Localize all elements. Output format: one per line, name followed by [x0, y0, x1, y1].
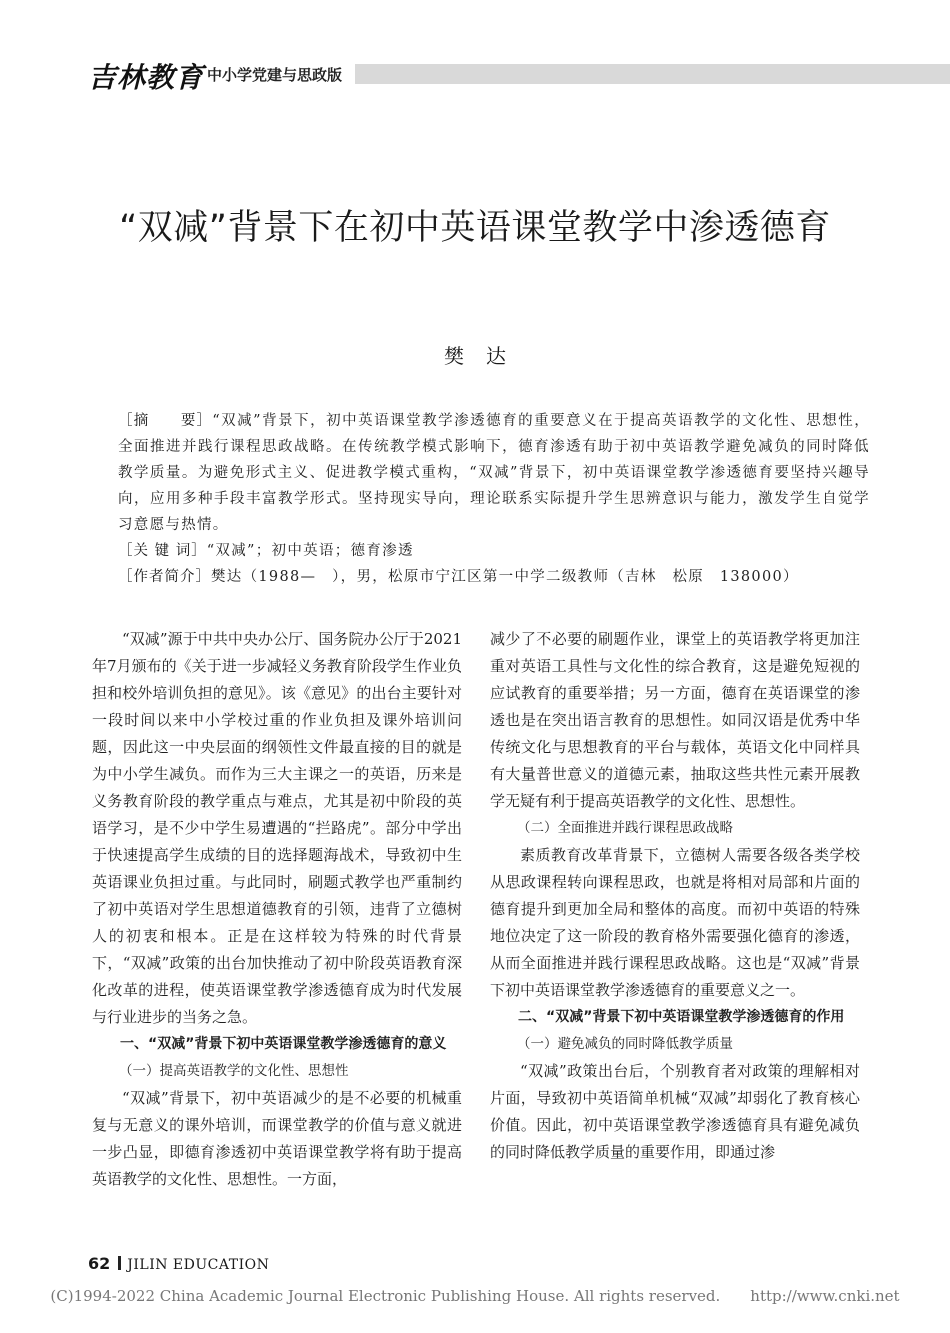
article-title: “双减”背景下在初中英语课堂教学中渗透德育 — [119, 208, 831, 248]
page-footer — [88, 1254, 269, 1273]
journal-logo: 吉林教育 — [88, 61, 205, 94]
header-bar — [355, 64, 950, 84]
body-paragraph: 减少了不必要的刷题作业，课堂上的英语教学将更加注重对英语工具性与文化性的综合教育，这是避免短视的应试教育的重要举措；另一方面，德育在英语课堂的渗透也是在突出语言教育的思想性。如同汉语是优秀中华传统文化与思想教育的平台与载体，英语文化中同样具有大量普世意义的道德元素，抽取这些共性元素开展教学无疑有利于提高英语教学的文化性、思想性。 — [490, 630, 860, 810]
section-heading: 一、“双减”背景下初中英语课堂教学渗透德育的意义 — [120, 1036, 447, 1052]
abstract-block — [118, 408, 870, 590]
copyright-notice: (C)1994-2022 China Academic Journal Electronic Publishing House. All rights reserved. http://www.cnki.net — [50, 1287, 900, 1305]
footer-divider — [118, 1256, 121, 1270]
author-name: 樊达 — [444, 344, 528, 368]
abstract-paragraph — [118, 408, 870, 538]
left-column — [92, 626, 462, 1193]
journal-name: JILIN EDUCATION — [127, 1257, 270, 1273]
page-header — [0, 58, 950, 94]
abstract-label: ［摘 要］ — [118, 413, 213, 429]
keywords-line — [118, 538, 870, 564]
body-paragraph: “双减”源于中共中央办公厅、国务院办公厅于2021年7月颁布的《关于进一步减轻义务教育阶段学生作业负担和校外培训负担的意见》。该《意见》的出台主要针对一段时间以来中小学校过重的作业负担及课外培训问题，因此这一中央层面的纲领性文件最直接的目的就是为中小学生减负。而作为三大主课之一的英语，历来是义务教育阶段的教学重点与难点，尤其是初中阶段的英语学习，是不少中学生易遭遇的“拦路虎”。部分中学出于快速提高学生成绩的目的选择题海战术，导致初中生英语课业负担过重。与此同时，刷题式教学也严重制约了初中英语对学生思想道德教育的引领，违背了立德树人的初衷和根本。正是在这样较为特殊的时代背景下，“双减”政策的出台加快推动了初中阶段英语教育深化改革的进程，使英语课堂教学渗透德育成为时代发展与行业进步的当务之急。 — [92, 630, 462, 1026]
bio-label: ［作者简介］ — [118, 569, 211, 585]
section-heading: 二、“双减”背景下初中英语课堂教学渗透德育的作用 — [518, 1009, 845, 1025]
subsection-heading: （二）全面推进并践行课程思政战略 — [517, 820, 733, 836]
right-column — [490, 626, 860, 1166]
keywords-label: ［关 键 词］ — [118, 543, 207, 559]
bio-line — [118, 564, 870, 590]
subsection-heading: （一）提高英语教学的文化性、思想性 — [119, 1063, 349, 1079]
body-paragraph: “双减”政策出台后，个别教育者对政策的理解相对片面，导致初中英语简单机械“双减”却弱化了教育核心价值。因此，初中英语课堂教学渗透德育具有避免减负的同时降低教学质量的重要作用，即通过渗 — [490, 1062, 860, 1161]
abstract-text: “双减”背景下，初中英语课堂教学渗透德育的重要意义在于提高英语教学的文化性、思想性，全面推进并践行课程思政战略。在传统教学模式影响下，德育渗透有助于初中英语教学避免减负的同时降低教学质量。为避免形式主义、促进教学模式重构，“双减”背景下，初中英语课堂教学渗透德育要坚持兴趣导向，应用多种手段丰富教学形式。坚持现实导向，理论联系实际提升学生思辨意识与能力，激发学生自觉学习意愿与热情。 — [118, 413, 871, 533]
keywords-text: “双减”；初中英语；德育渗透 — [206, 543, 414, 559]
body-paragraph: “双减”背景下，初中英语减少的是不必要的机械重复与无意义的课外培训，而课堂教学的价值与意义就进一步凸显，即德育渗透初中英语课堂教学将有助于提高英语教学的文化性、思想性。一方面， — [92, 1089, 462, 1188]
body-paragraph: 素质教育改革背景下，立德树人需要各级各类学校从思政课程转向课程思政，也就是将相对局部和片面的德育提升到更加全局和整体的高度。而初中英语的特殊地位决定了这一阶段的教育格外需要强化德育的渗透，从而全面推进并践行课程思政战略。这也是“双减”背景下初中英语课堂教学渗透德育的重要意义之一。 — [490, 846, 860, 999]
edition-label: 中小学党建与思政版 — [207, 66, 343, 84]
page-number: 62 — [88, 1254, 111, 1273]
bio-text: 樊达（1988— ），男，松原市宁江区第一中学二级教师（吉林 松原 138000） — [211, 569, 799, 585]
subsection-heading: （一）避免减负的同时降低教学质量 — [517, 1036, 733, 1052]
